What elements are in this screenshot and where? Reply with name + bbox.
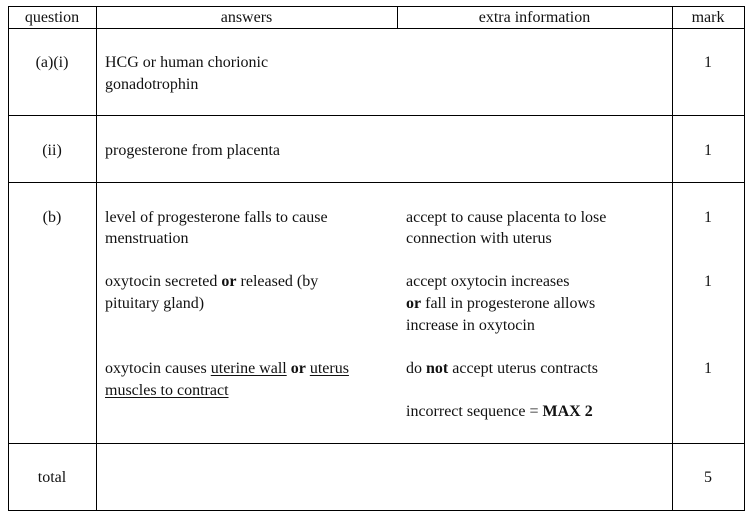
mark-value: 1 <box>704 209 712 226</box>
header-answers: answers <box>220 9 273 26</box>
extra-info-text <box>406 358 598 380</box>
table-border-left <box>8 6 9 511</box>
header-extra-information: extra information <box>478 9 591 26</box>
question-label: (b) <box>42 209 62 226</box>
answer-fragment: released (by <box>236 273 319 290</box>
answer-text: pituitary gland) <box>105 295 205 312</box>
mark-value: 1 <box>704 142 712 159</box>
extra-fragment: do <box>406 360 426 377</box>
extra-info-text: accept oxytocin increases <box>406 273 570 290</box>
question-label: (a)(i) <box>35 54 69 71</box>
row-divider <box>8 115 745 116</box>
max-marks-emphasis: MAX 2 <box>542 403 593 420</box>
answer-text: progesterone from placenta <box>105 142 281 159</box>
table-border-right <box>744 6 745 511</box>
extra-info-text: increase in oxytocin <box>406 317 535 334</box>
question-label: (ii) <box>42 142 62 159</box>
extra-fragment: fall in progesterone allows <box>421 295 596 312</box>
answer-text: gonadotrophin <box>105 76 199 93</box>
answer-text <box>105 358 349 380</box>
answer-text <box>105 380 229 402</box>
row-divider <box>8 443 745 444</box>
extra-or-emphasis: or <box>406 295 422 312</box>
answer-text: menstruation <box>105 230 189 247</box>
table-border-bottom <box>8 510 745 511</box>
extra-fragment: incorrect sequence = <box>406 403 543 420</box>
extra-info-text <box>406 293 595 315</box>
header-row-divider <box>8 28 745 29</box>
header-mark: mark <box>691 9 725 26</box>
total-mark-value: 5 <box>704 469 712 486</box>
answer-or-emphasis: or <box>221 273 237 290</box>
answer-underlined: uterus <box>309 360 349 377</box>
column-divider-answers <box>96 6 97 511</box>
mark-value: 1 <box>704 54 712 71</box>
extra-info-text <box>406 401 593 423</box>
answer-text <box>105 271 318 293</box>
row-divider <box>8 182 745 183</box>
total-label: total <box>37 469 67 486</box>
answer-underlined: muscles to contract <box>105 382 229 399</box>
extra-info-text: accept to cause placenta to lose <box>406 209 607 226</box>
answer-underlined: uterine wall <box>210 360 287 377</box>
answer-or-emphasis: or <box>290 360 306 377</box>
header-question: question <box>24 9 80 26</box>
answer-text: HCG or human chorionic <box>105 54 269 71</box>
answer-text: level of progesterone falls to cause <box>105 209 328 226</box>
table-border-top <box>8 6 745 7</box>
extra-info-text: connection with uterus <box>406 230 552 247</box>
mark-value: 1 <box>704 360 712 377</box>
mark-value: 1 <box>704 273 712 290</box>
answer-fragment: oxytocin secreted <box>105 273 222 290</box>
extra-not-emphasis: not <box>426 360 449 377</box>
extra-fragment: accept uterus contracts <box>448 360 598 377</box>
answer-fragment: oxytocin causes <box>105 360 211 377</box>
column-divider-mark <box>672 6 673 511</box>
